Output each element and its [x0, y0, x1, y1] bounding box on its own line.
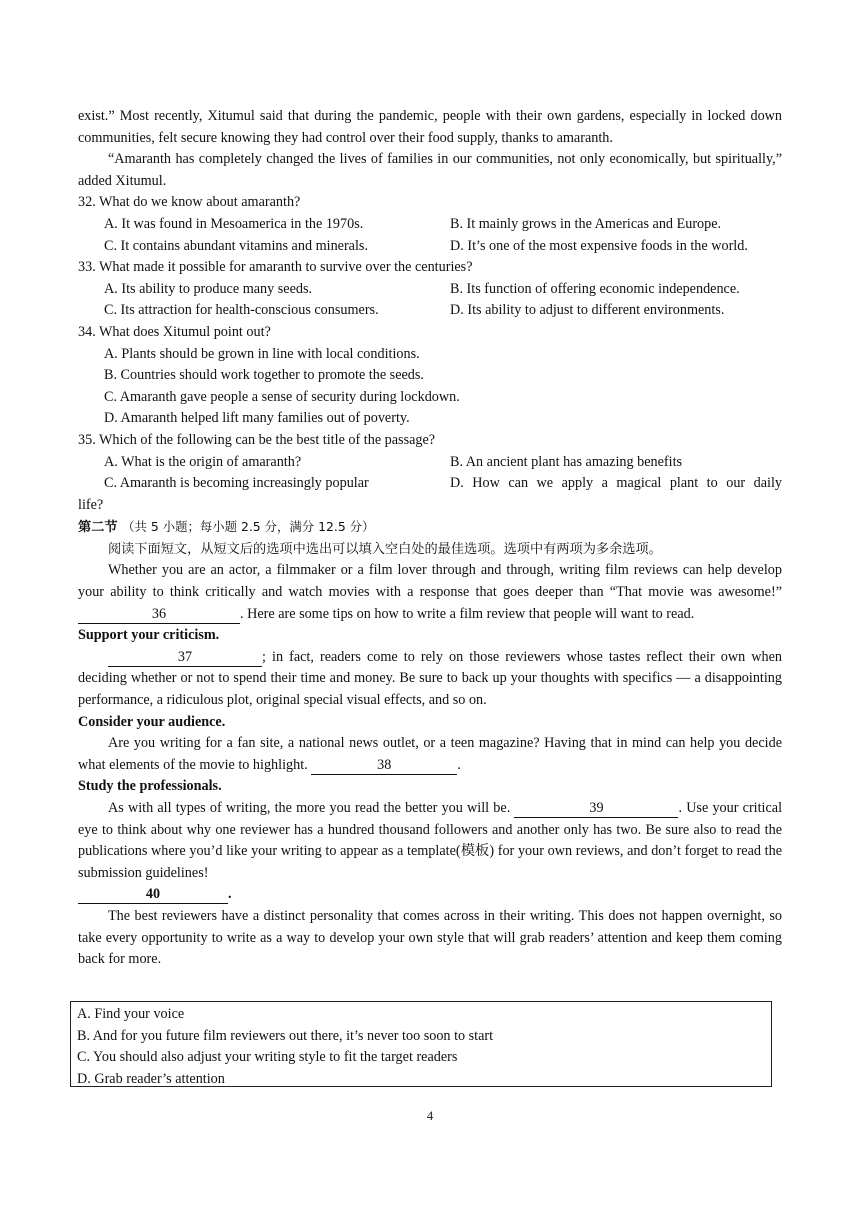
section-instructions: 阅读下面短文，从短文后的选项中选出可以填入空白处的最佳选项。选项中有两项为多余选项。 — [108, 541, 662, 557]
box-option-b[interactable]: B. And for you future film reviewers out there, it’s never too soon to start — [77, 1027, 494, 1044]
option-a[interactable]: A. It was found in Mesoamerica in the 1970s. — [104, 215, 364, 232]
option-b[interactable]: B. An ancient plant has amazing benefits — [450, 453, 683, 470]
question-stem: 34. What does Xitumul point out? — [78, 323, 271, 340]
section-title: 第二节 — [78, 520, 118, 536]
exam-page — [78, 106, 782, 971]
cloze-text: Are you writing for a fan site, a national news outlet, or a teen magazine? Having that in mind can help you decide what elements of the movie to highlight. — [78, 735, 782, 773]
cloze-text: Whether you are an actor, a filmmaker or a film lover through and through, writing film reviews can help develop your ability to think critically and watch movies with a response that goes deeper than “That movie was awesome!” — [78, 562, 782, 601]
blank-38[interactable]: 38 — [311, 756, 457, 775]
box-option-c[interactable]: C. You should also adjust your writing style to fit the target readers — [77, 1049, 458, 1066]
option-row — [78, 300, 782, 322]
cloze-paragraph — [78, 647, 782, 712]
cloze-text: ; in fact, readers come to rely on those reviewers whose tastes reflect their own when deciding whether or not to spend their time and money. Be sure to back up your thoughts with specifics — a disappointing performance, a ridiculous plot, original special visual effects, and so on. — [78, 648, 782, 709]
question-stem: 33. What made it possible for amaranth to survive over the centuries? — [78, 259, 473, 276]
blank-39[interactable]: 39 — [514, 799, 678, 818]
page-number: 4 — [426, 1108, 434, 1123]
option-a[interactable]: A. Its ability to produce many seeds. — [104, 280, 313, 297]
passage-paragraph: exist.” Most recently, Xitumul said that during the pandemic, people with their own gardens, especially in locked down communities, felt secure knowing they had control over their food supply, thanks to amaranth. — [78, 108, 782, 146]
cloze-intro — [78, 560, 782, 625]
cloze-paragraph — [78, 733, 782, 776]
option-d-continuation: life? — [78, 496, 104, 513]
cloze-paragraph — [78, 798, 782, 884]
options-box — [70, 1001, 772, 1087]
question-stem: 35. Which of the following can be the best title of the passage? — [78, 431, 436, 448]
option-c[interactable]: C. It contains abundant vitamins and minerals. — [104, 237, 368, 254]
option-d[interactable]: D. How can we apply a magical plant to our daily — [450, 475, 782, 492]
subheading: Consider your audience. — [78, 713, 226, 730]
option-d[interactable]: D. It’s one of the most expensive foods in the world. — [450, 237, 748, 254]
option-d[interactable]: D. Amaranth helped lift many families out of poverty. — [104, 410, 410, 427]
cloze-text: As with all types of writing, the more you read the better you will be. — [108, 800, 511, 816]
option-c[interactable]: C. Amaranth gave people a sense of security during lockdown. — [104, 388, 460, 405]
option-row — [78, 236, 782, 258]
cloze-text: . Here are some tips on how to write a film review that people will want to read. — [240, 605, 695, 622]
passage-paragraph: “Amaranth has completely changed the lives of families in our communities, not only economically, but spiritually,” added Xitumul. — [78, 151, 782, 189]
option-c[interactable]: C. Its attraction for health-conscious consumers. — [104, 302, 379, 319]
section-scoring-note: （共 5 小题；每小题 2.5 分，满分 12.5 分） — [122, 519, 375, 535]
option-a[interactable]: A. Plants should be grown in line with local conditions. — [104, 345, 420, 362]
box-option-a[interactable]: A. Find your voice — [77, 1006, 185, 1022]
subheading: Support your criticism. — [78, 627, 220, 644]
option-b[interactable]: B. It mainly grows in the Americas and Europe. — [450, 215, 722, 232]
subheading: Study the professionals. — [78, 778, 222, 795]
section-heading — [78, 516, 782, 539]
blank-37[interactable]: 37 — [108, 648, 262, 667]
option-b[interactable]: B. Its function of offering economic independence. — [450, 280, 740, 297]
option-a[interactable]: A. What is the origin of amaranth? — [104, 453, 302, 470]
box-option-d[interactable]: D. Grab reader’s attention — [77, 1070, 225, 1087]
question-stem: 32. What do we know about amaranth? — [78, 194, 301, 211]
cloze-text: . — [228, 886, 232, 903]
cloze-text: . — [457, 756, 461, 773]
cloze-paragraph: The best reviewers have a distinct personality that comes across in their writing. This does not happen overnight, so take every opportunity to write as a way to develop your own style that will grab readers’ attention and keep them coming back for more. — [78, 907, 782, 968]
subheading-blank — [78, 884, 782, 906]
option-row — [78, 473, 782, 495]
option-row — [78, 452, 782, 474]
blank-40[interactable]: 40 — [78, 885, 228, 904]
option-row — [78, 214, 782, 236]
option-b[interactable]: B. Countries should work together to promote the seeds. — [104, 367, 424, 384]
blank-36[interactable]: 36 — [78, 605, 240, 624]
option-row — [78, 279, 782, 301]
option-d[interactable]: D. Its ability to adjust to different environments. — [450, 302, 725, 319]
cloze-text: . Use your critical eye to think about why one reviewer has a hundred thousand followers and another only has two. Be sure also to read the publications where you’d like your writing to appear as a template(模板) for your own reviews, and don’t forget to read the submission guidelines! — [78, 800, 783, 881]
option-c[interactable]: C. Amaranth is becoming increasingly popular — [104, 475, 369, 492]
